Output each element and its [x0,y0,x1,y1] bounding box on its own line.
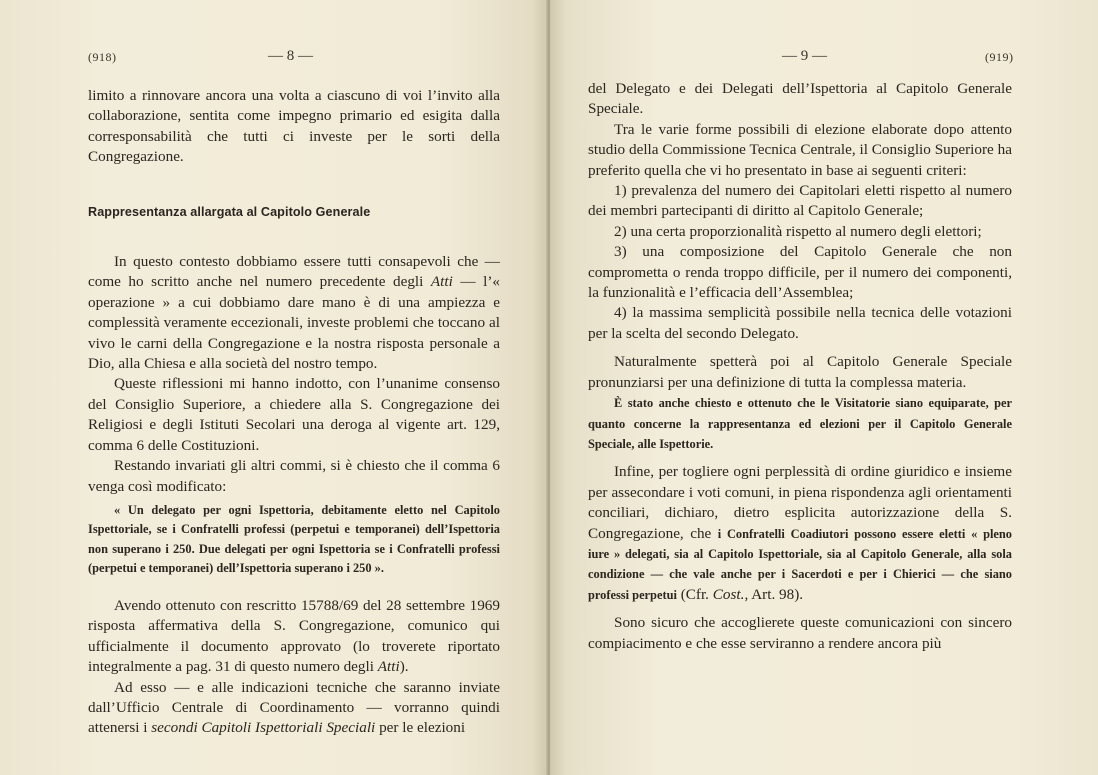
right-paragraph-closing: Sono sicuro che accoglierete queste comunicazioni con sincero compiacimento e che esse serviranno a rendere ancora più [588,614,1012,652]
left-paragraph-continued: limito a rinnovare ancora una volta a ciascuno di voi l’invito alla collaborazione, sentita come impegno primario ed esigita dalla corresponsabilità che tutti ci investe per le sorti della Congregazione. [88,87,500,166]
left-folio: (918) [88,50,117,64]
criterion-2: 2) una certa proporzionalità rispetto al numero degli elettori; [614,222,982,240]
criterion-3: 3) una composizione del Capitolo Generale che non comprometta o renda troppo difficile, per il numero dei componenti, la funzionalità e l’efficacia dell’Assemblea; [588,243,1012,302]
left-paragraph-instructions: Ad esso — e alle indicazioni tecniche che saranno inviate dall’Ufficio Centrale di Coordinamento — vorranno quindi attenersi i secondi Capitoli Ispettoriali Speciali per le elezioni [88,678,500,737]
criterion-4: 4) la massima semplicità possibile nella tecnica delle votazioni per la scelta del secondo Delegato. [588,304,1012,342]
right-paragraph-forms: Tra le varie forme possibili di elezione elaborate dopo attento studio della Commissione Tecnica Centrale, il Consiglio Superiore ha preferito quella che vi ho presentato in base ai seguenti criteri: [588,120,1012,179]
right-page-number: — 9 — [782,48,827,64]
right-paragraph-continued: del Delegato e dei Delegati dell’Ispettoria al Capitolo Generale Speciale. [588,80,1012,118]
amendment-quote: « Un delegato per ogni Ispettoria, debitamente eletto nel Capitolo Ispettoriale, se i Confratelli professi (perpetui e temporanei) dell’Ispettoria non superano i 250. Due delegati per ogni Ispettoria se i Confratelli professi (perpetui e temporanei) dell’Ispettoria superano i 250 ». [88,502,500,576]
right-paragraph-finally: Infine, per togliere ogni perplessità di ordine giuridico e insieme per assecondare i voti comuni, in piena rispondenza agli orientamenti conciliari, dichiaro, dietro esplicita autorizzazione della S. Congregazione, che i Confratelli Coadiutori possono essere eletti « pleno iure » delegati, sia al Capitolo Ispettoriale, sia al Capitolo Generale, alla sola condizione — che vale anche per i Sacerdoti e per i Chierici — che siano professi perpetui (Cfr. Cost., Art. 98). [588,463,1012,603]
left-paragraph-comma: Restando invariati gli altri commi, si è chiesto che il comma 6 venga così modificato: [88,457,500,495]
left-page-number: — 8 — [268,48,313,64]
criterion-1: 1) prevalenza del numero dei Capitolari eletti rispetto al numero dei membri partecipanti di diritto al Capitolo Generale; [588,182,1012,220]
left-text-column [88,86,500,739]
right-folio: (919) [985,50,1014,64]
right-paragraph-naturally: Naturalmente spetterà poi al Capitolo Generale Speciale pronunziarsi per una definizione di tutta la complessa materia. [588,353,1012,391]
left-page [0,0,548,775]
right-page [550,0,1098,775]
left-paragraph-reflections: Queste riflessioni mi hanno indotto, con l’unanime consenso del Consiglio Superiore, a chiedere alla S. Congregazione dei Religiosi e degli Istituti Secolari una deroga al vigente art. 129, comma 6 delle Costituzioni. [88,375,500,454]
right-paragraph-visitatorie: È stato anche chiesto e ottenuto che le Visitatorie siano equiparate, per quanto concerne la rappresentanza ed elezioni per il Capitolo Generale Speciale, alle Ispettorie. [588,396,1012,451]
right-text-column [588,79,1012,654]
section-heading: Rappresentanza allargata al Capitolo Generale [88,204,371,219]
left-paragraph-rescript: Avendo ottenuto con rescritto 15788/69 del 28 settembre 1969 risposta affermativa della S. Congregazione, comunico qui ufficialmente il documento approvato (lo troverete riportato integralmente a pag. 31 di questo numero degli Atti). [88,596,500,676]
left-paragraph-context: In questo contesto dobbiamo essere tutti consapevoli che — come ho scritto anche nel numero precedente degli Atti — l’« operazione » a cui dobbiamo dare mano è di una ampiezza e complessità veramente eccezionali, investe problemi che toccano al vivo le carni della Congregazione e la nostra risposta personale a Dio, alla Chiesa e alla società del nostro tempo. [88,253,500,373]
